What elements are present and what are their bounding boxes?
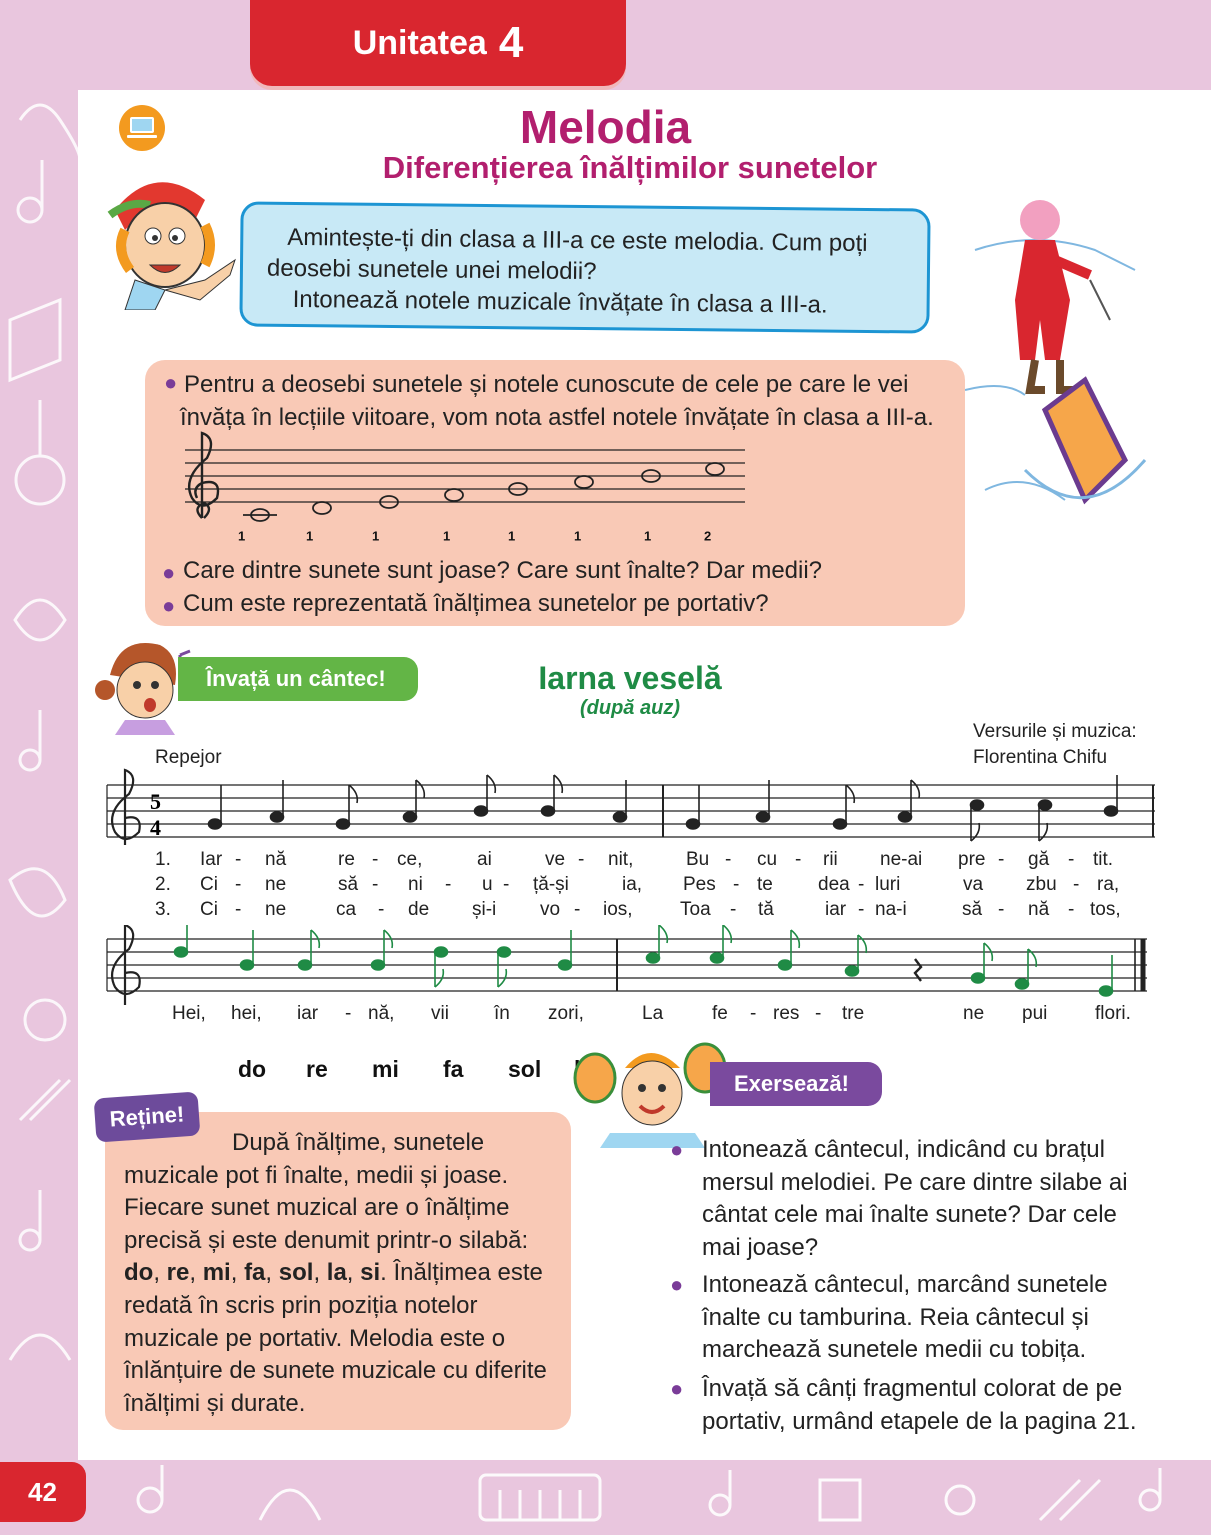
- note-re1: [313, 502, 331, 514]
- note-staff: [180, 428, 750, 524]
- music-staff-1: [105, 765, 1165, 845]
- bullet-icon: ●: [164, 370, 178, 395]
- note-name-la1: 1: [574, 528, 582, 544]
- time-signature-bottom: 4: [150, 815, 161, 840]
- boy-with-maracas-illustration: [570, 1038, 730, 1148]
- practice-item-2: ● Intonează cântecul, marcând sunetele înalte cu tamburina. Reia cântecul și marchează sunetele medii cu tobița.: [670, 1271, 1108, 1364]
- boy-character-illustration: [95, 170, 240, 310]
- practice-item-3: ● Învață să cânți fragmentul colorat de pe portativ, urmând etapele de la pagina 21.: [670, 1375, 1137, 1435]
- note-name-do1: do $^1$: [238, 528, 267, 1082]
- intro-line-3: Intonează notele muzicale învățate în clasa a III-a.: [292, 285, 828, 319]
- notes-question-2: Cum este reprezentată înălțimea sunetelor pe portativ?: [183, 590, 769, 617]
- music-doodle-footer: [0, 1460, 1211, 1535]
- lesson-title: Melodia: [519, 101, 692, 153]
- intro-line-2: deosebi sunetele unei melodii?: [266, 254, 597, 286]
- note-name-fa1: fa $^1$: [443, 528, 464, 1082]
- tempo-marking: Repejor: [155, 747, 222, 768]
- bullet-icon: ●: [670, 1376, 684, 1401]
- music-staff-2: [105, 925, 1165, 1005]
- treble-clef-icon: [112, 770, 140, 845]
- music-doodle-border: [0, 60, 78, 1460]
- bullet-icon: ●: [670, 1272, 684, 1297]
- practice-badge: Exersează!: [710, 1062, 882, 1106]
- remember-badge: Reține!: [94, 1091, 201, 1142]
- note-name-re1: re $^1$: [306, 528, 328, 1082]
- notes-line-1: Pentru a deosebi sunetele și notele cunoscute de cele pe care le vei: [184, 371, 909, 398]
- time-signature-top: 5: [150, 789, 161, 814]
- song-subtitle: (după auz): [580, 697, 680, 719]
- song-title: Iarna veselă: [538, 660, 722, 696]
- unit-label: Unitatea: [352, 23, 487, 62]
- credit-name: Florentina Chifu: [973, 747, 1108, 768]
- bullet-icon: ●: [670, 1137, 684, 1162]
- remember-text: După înălțime, sunetele muzicale pot fi înalte, medii și joase. Fiecare sunet muzical are o înălțime precisă și este denumit printr-o silabă: do, re, mi, fa, sol, la, si. Înălțimea este redată în scris prin poziția notelor muzicale pe portativ. Melodia este o înlănțuire de sunete muzicale cu diferite înălțimi și durate.: [124, 1129, 547, 1417]
- child-with-sled-illustration: [965, 190, 1165, 545]
- practice-item-1: ● Intonează cântecul, indicând cu brațul mersul melodiei. Pe care dintre silabe ai cântat cele mai înalte sunete? Dar cele mai joase?: [670, 1136, 1128, 1261]
- bullet-icon: ●: [162, 593, 176, 618]
- lesson-subtitle: Diferențierea înălțimilor sunetelor: [382, 150, 878, 185]
- credit-label: Versurile și muzica:: [973, 721, 1137, 742]
- note-name-sol1: sol $^1$: [508, 528, 542, 1082]
- note-name-mi1: mi $^1$: [372, 528, 399, 1082]
- notes-line-2: învăța în lecțiile viitoare, vom nota astfel notele învățate în clasa a III-a.: [180, 404, 934, 431]
- intro-box: [239, 201, 930, 333]
- page-number: 42: [0, 1462, 86, 1522]
- notes-question-1: Care dintre sunete sunt joase? Care sunt înalte? Dar medii?: [183, 557, 823, 584]
- intro-line-1: Amintește-ți din clasa a III-a ce este melodia. Cum poți: [287, 223, 868, 257]
- note-name-si1: 1: [644, 528, 652, 544]
- learn-song-badge: Învață un cântec!: [178, 657, 418, 701]
- unit-tab: [250, 0, 626, 86]
- unit-number: 4: [498, 18, 524, 67]
- bullet-icon: ●: [162, 560, 176, 585]
- note-la1: [575, 476, 593, 488]
- note-fa1: [445, 489, 463, 501]
- note-name-do2: 2: [704, 528, 712, 544]
- note-do2: [706, 463, 724, 475]
